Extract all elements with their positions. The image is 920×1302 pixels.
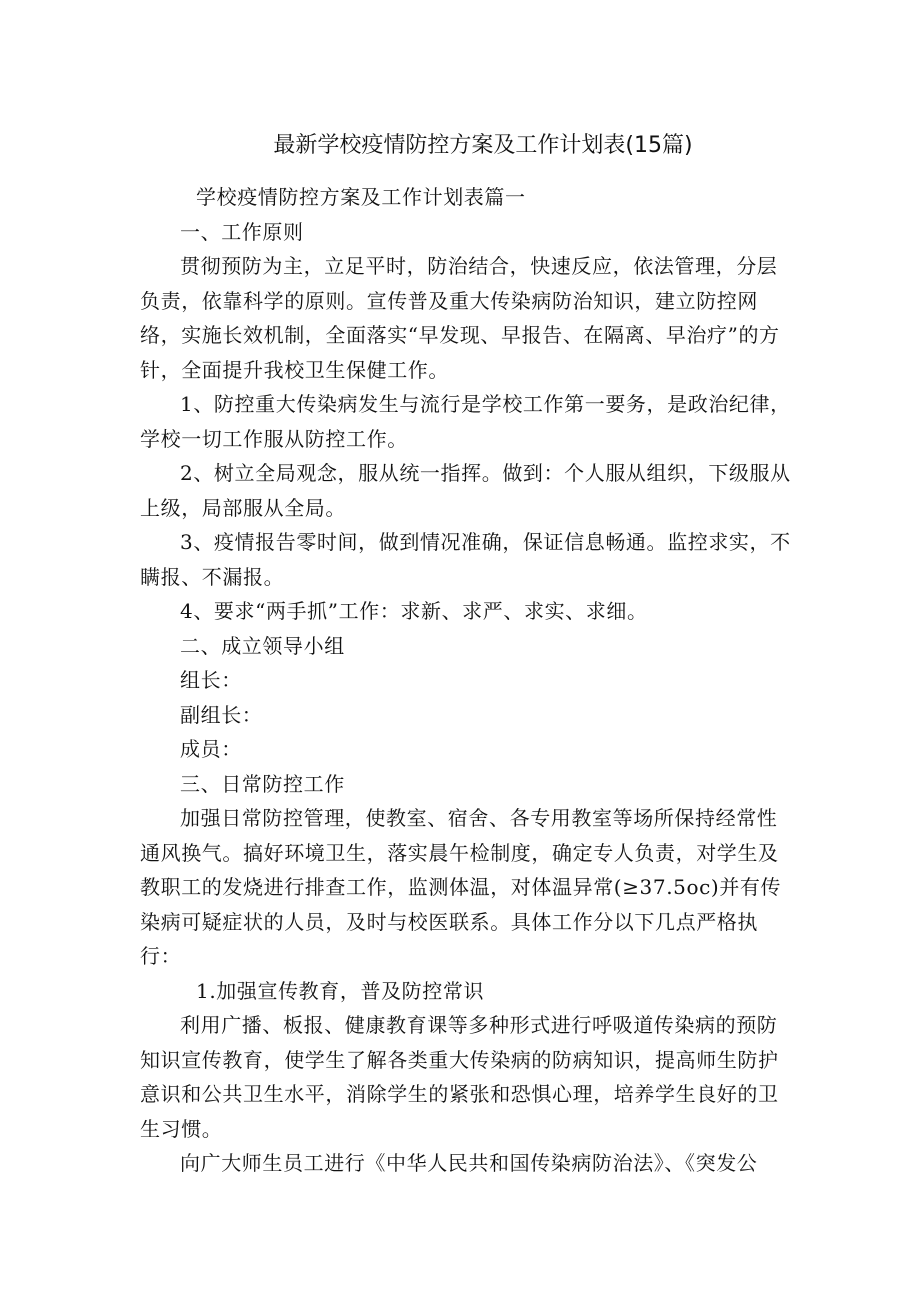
subsection-heading: 1.加强宣传教育，普及防控常识 xyxy=(196,978,485,1003)
paragraph: 3、疫情报告零时间，做到情况准确，保证信息畅通。监控求实，不瞒报、不漏报。 xyxy=(140,530,791,589)
paragraph: 4、要求“两手抓”工作：求新、求严、求实、求细。 xyxy=(180,599,648,623)
document-title: 最新学校疫情防控方案及工作计划表(15篇) xyxy=(273,132,693,158)
paragraph: 1、防控重大传染病发生与流行是学校工作第一要务，是政治纪律，学校一切工作服从防控工作。 xyxy=(140,392,791,451)
paragraph: 副组长： xyxy=(180,702,263,727)
paragraph: 向广大师生员工进行《中华人民共和国传染病防治法》、《突发公 xyxy=(180,1151,758,1175)
section-heading: 学校疫情防控方案及工作计划表篇一 xyxy=(196,185,526,209)
paragraph: 成员： xyxy=(180,737,242,761)
paragraph: 贯彻预防为主，立足平时，防治结合，快速反应，依法管理，分层负责，依靠科学的原则。宣传普及重大传染病防治知识，建立防控网络，实施长效机制，全面落实“早发现、早报告、在隔离、早治疗”的方针，全面提升我校卫生保健工作。 xyxy=(140,254,780,382)
paragraph: 加强日常防控管理，使教室、宿舍、各专用教室等场所保持经常性通风换气。搞好环境卫生，落实晨午检制度，确定专人负责，对学生及教职工的发烧进行排查工作，监测体温，对体温异常(≥37.5oc)并有传染病可疑症状的人员，及时与校医联系。具体工作分以下几点严格执行： xyxy=(140,806,782,968)
paragraph: 组长： xyxy=(180,668,242,692)
document-body xyxy=(140,180,796,1181)
section-heading: 一、工作原则 xyxy=(180,219,304,244)
paragraph: 利用广播、板报、健康教育课等多种形式进行呼吸道传染病的预防知识宣传教育，使学生了解各类重大传染病的防病知识，提高师生防护意识和公共卫生水平，消除学生的紧张和恐惧心理，培养学生良好的卫生习惯。 xyxy=(140,1013,779,1141)
paragraph: 2、树立全局观念，服从统一指挥。做到：个人服从组织，下级服从上级，局部服从全局。 xyxy=(140,461,791,520)
section-heading: 二、成立领导小组 xyxy=(180,633,345,658)
section-heading: 三、日常防控工作 xyxy=(180,771,345,796)
